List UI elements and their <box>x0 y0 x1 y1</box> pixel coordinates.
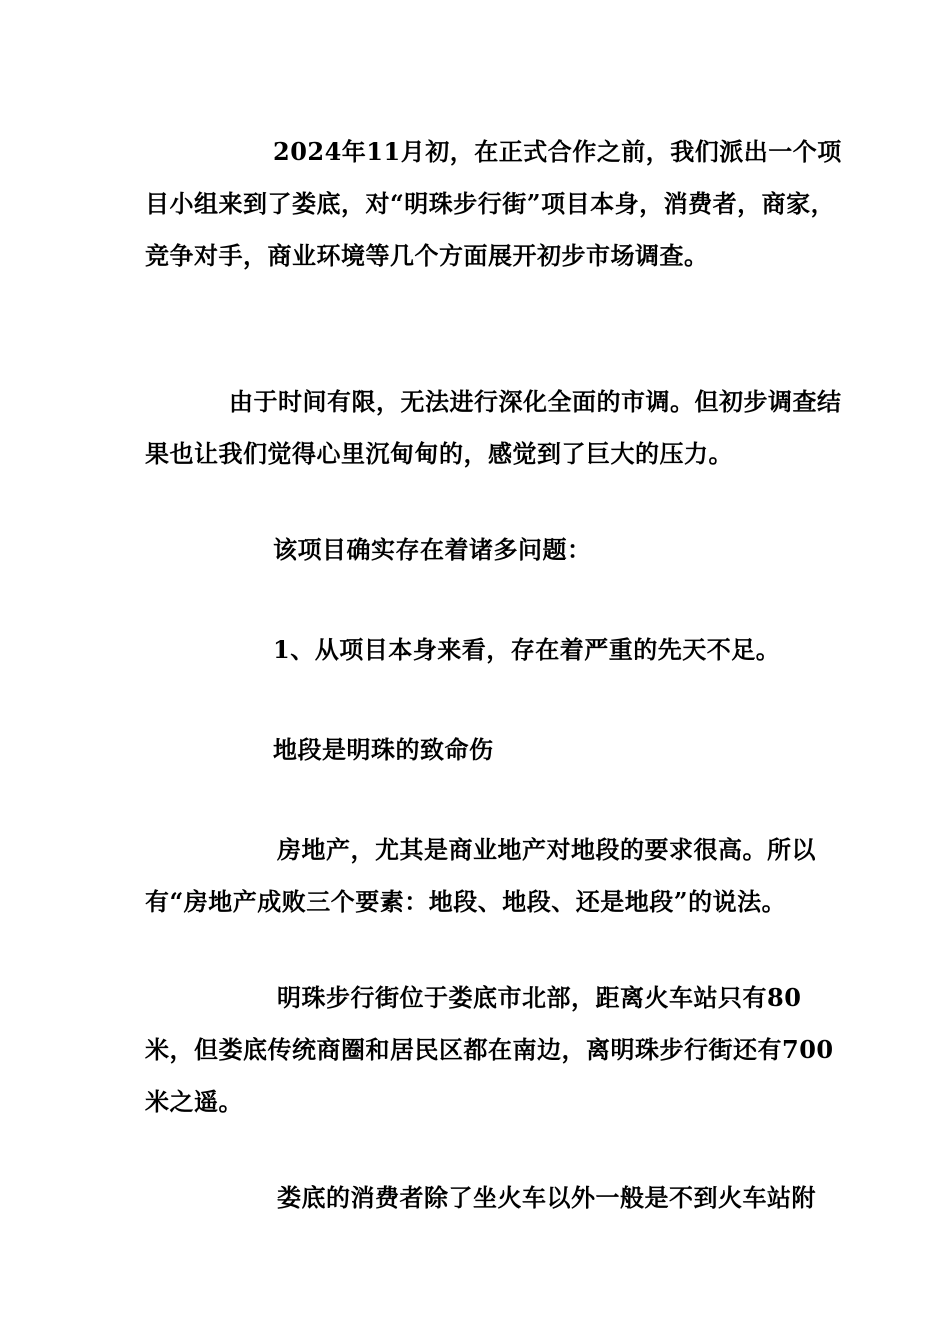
paragraph-consumer-behavior: 娄底的消费者除了坐火车以外一般是不到火车站附 <box>277 1183 816 1212</box>
paragraph-market-survey-intro: 2024年11月初，在正式合作之前，我们派出一个项目小组来到了娄底，对“明珠步行街”项目本身，消费者，商家，竞争对手，商业环境等几个方面展开初步市场调查。 <box>145 137 842 270</box>
paragraph-survey-pressure: 由于时间有限，无法进行深化全面的市调。但初步调查结果也让我们觉得心里沉甸甸的，感觉到了巨大的压力。 <box>145 387 842 468</box>
paragraph-point-one: 1、从项目本身来看，存在着严重的先天不足。 <box>273 635 781 664</box>
paragraph-location-importance: 房地产，尤其是商业地产对地段的要求很高。所以有“房地产成败三个要素：地段、地段、还是地段”的说法。 <box>145 835 816 916</box>
paragraph-location-details: 明珠步行街位于娄底市北部，距离火车站只有80米，但娄底传统商圈和居民区都在南边，离明珠步行街还有700米之遥。 <box>145 983 834 1116</box>
paragraph-problems-heading: 该项目确实存在着诸多问题： <box>273 535 592 564</box>
paragraph-location-subheading: 地段是明珠的致命伤 <box>273 735 494 764</box>
